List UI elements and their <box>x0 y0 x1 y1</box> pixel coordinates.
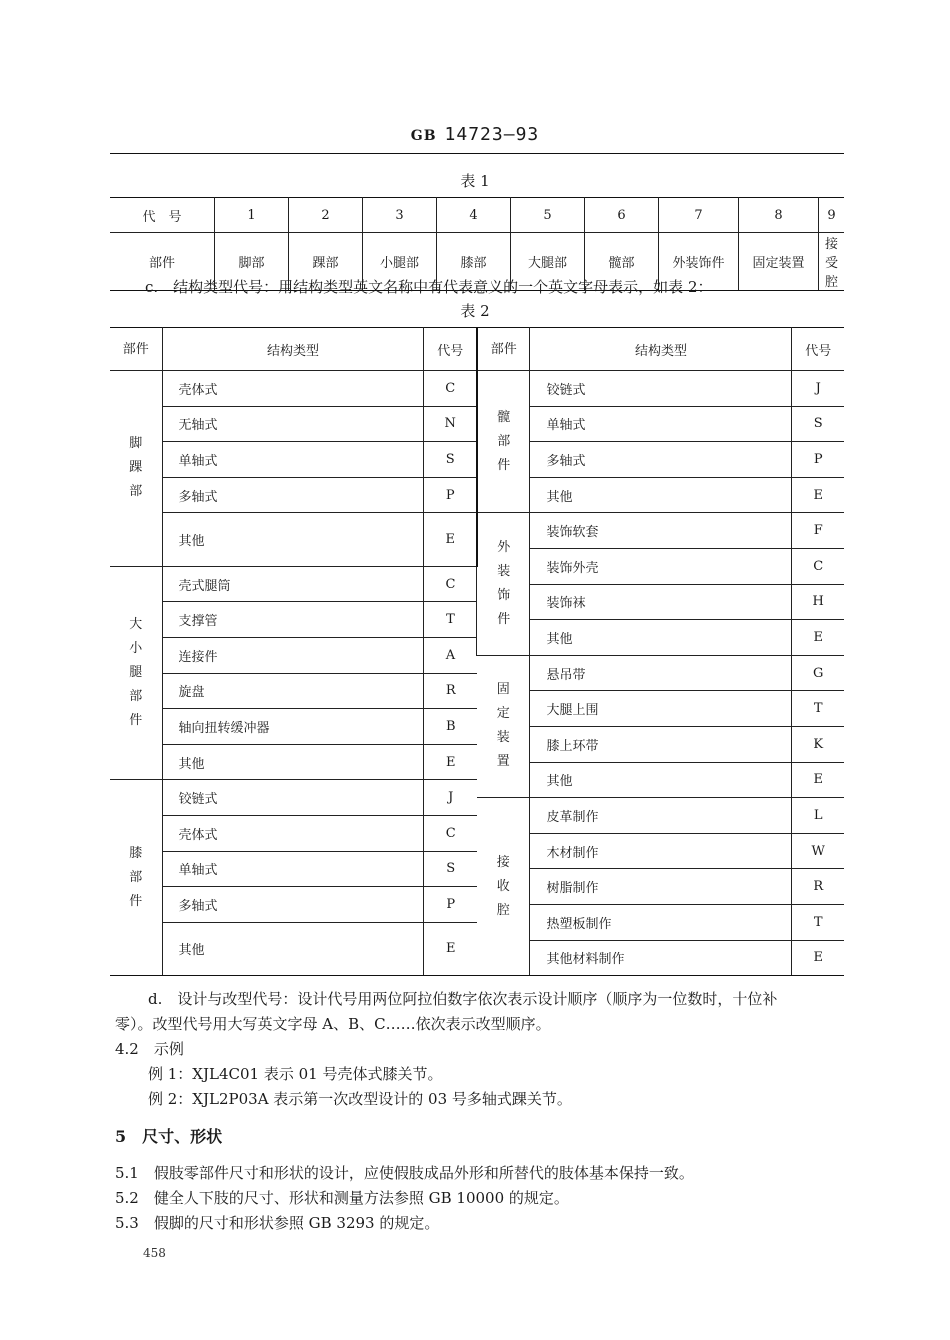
code-cell: E <box>424 513 477 566</box>
code-cell: N <box>424 406 477 442</box>
structure-type-cell: 装饰外壳 <box>530 548 792 584</box>
structure-type-cell: 支撑管 <box>162 602 424 638</box>
structure-type-cell: 装饰软套 <box>530 513 792 549</box>
header-rule <box>110 153 844 154</box>
structure-type-cell: 悬吊带 <box>530 655 792 691</box>
structure-type-cell: 其他 <box>530 620 792 656</box>
part-group-text: 膝部件 <box>129 845 143 909</box>
table-header: 代号 <box>424 328 477 371</box>
table-cell: 1 <box>215 198 289 233</box>
structure-type-cell: 装饰袜 <box>530 584 792 620</box>
part-group-text: 髋部件 <box>497 409 511 473</box>
paragraph-c: c. 结构类型代号：用结构类型英文名称中有代表意义的一个英文字母表示，如表 2： <box>145 278 713 296</box>
part-group-label <box>477 371 530 513</box>
code-cell: C <box>792 548 844 584</box>
part-group-text: 大小腿部件 <box>129 617 143 729</box>
table-cell: 3 <box>363 198 437 233</box>
part-group-label <box>477 655 530 797</box>
structure-type-cell: 热塑板制作 <box>530 904 792 940</box>
structure-type-cell: 铰链式 <box>530 371 792 407</box>
table-cell: 接受腔 <box>819 233 845 291</box>
table2-header-row <box>110 328 844 371</box>
structure-type-cell: 大腿上围 <box>530 691 792 727</box>
table2-row <box>110 513 844 531</box>
code-cell: C <box>424 815 477 851</box>
code-cell: G <box>792 655 844 691</box>
code-cell: A <box>424 637 477 673</box>
table-header: 结构类型 <box>162 328 424 371</box>
table-cell: 大腿部 <box>511 233 585 291</box>
table2 <box>110 327 844 976</box>
section-4-2: 4.2 示例 <box>115 1040 184 1058</box>
table1-caption: 表 1 <box>460 172 490 190</box>
section-5-3: 5.3 假脚的尺寸和形状参照 GB 3293 的规定。 <box>115 1214 440 1232</box>
standard-number: 14723—93 <box>444 124 540 145</box>
table-cell: 9 <box>819 198 845 233</box>
code-cell: H <box>792 584 844 620</box>
code-cell: S <box>792 406 844 442</box>
table-cell: 5 <box>511 198 585 233</box>
table-cell: 7 <box>659 198 739 233</box>
example-1: 例 1：XJL4C01 表示 01 号壳体式膝关节。 <box>148 1065 443 1083</box>
table-cell: 8 <box>739 198 819 233</box>
paragraph-d-line2: 零）。改型代号用大写英文字母 A、B、C……依次表示改型顺序。 <box>115 1015 551 1033</box>
table-cell: 小腿部 <box>363 233 437 291</box>
part-group-text: 接收腔 <box>496 854 510 918</box>
code-cell: R <box>424 673 477 709</box>
structure-type-cell: 皮革制作 <box>530 798 792 834</box>
code-cell: S <box>424 442 477 478</box>
structure-type-cell: 单轴式 <box>530 406 792 442</box>
code-cell: P <box>424 477 477 513</box>
structure-type-cell: 连接件 <box>162 637 424 673</box>
code-cell: P <box>424 887 477 923</box>
code-cell: S <box>424 851 477 887</box>
table-cell: 4 <box>437 198 511 233</box>
code-cell: E <box>424 922 477 975</box>
page-header <box>0 124 950 145</box>
code-cell: R <box>792 869 844 905</box>
code-cell: J <box>424 780 477 816</box>
structure-type-cell: 轴向扭转缓冲器 <box>162 709 424 745</box>
part-group-text: 固定装置 <box>496 682 510 770</box>
code-cell: T <box>424 602 477 638</box>
section-5-title: 5 尺寸、形状 <box>115 1127 223 1146</box>
structure-type-cell: 单轴式 <box>162 442 424 478</box>
code-cell: L <box>792 798 844 834</box>
code-cell: E <box>424 744 477 780</box>
code-cell: C <box>424 371 477 407</box>
table-cell: 踝部 <box>289 233 363 291</box>
code-cell: E <box>792 940 844 976</box>
code-cell: E <box>792 620 844 656</box>
code-cell: W <box>792 833 844 869</box>
structure-type-cell: 多轴式 <box>162 477 424 513</box>
structure-type-cell: 其他 <box>162 513 424 566</box>
structure-type-cell: 壳式腿筒 <box>162 566 424 602</box>
part-group-label <box>110 371 162 567</box>
code-cell: C <box>424 566 477 602</box>
table-cell: 外装饰件 <box>659 233 739 291</box>
code-cell: J <box>792 371 844 407</box>
table-header: 部件 <box>477 328 530 371</box>
code-cell: K <box>792 726 844 762</box>
structure-type-cell: 其他 <box>162 922 424 975</box>
table-cell: 部件 <box>110 233 215 291</box>
part-group-label <box>110 780 162 976</box>
page-number: 458 <box>143 1246 166 1260</box>
structure-type-cell: 木材制作 <box>530 833 792 869</box>
structure-type-cell: 其他 <box>162 744 424 780</box>
structure-type-cell: 铰链式 <box>162 780 424 816</box>
part-group-label <box>477 513 530 655</box>
standard-prefix: GB <box>410 128 437 144</box>
table-cell: 脚部 <box>215 233 289 291</box>
table-cell: 6 <box>585 198 659 233</box>
structure-type-cell: 其他 <box>530 762 792 798</box>
table-cell: 髋部 <box>585 233 659 291</box>
table-header: 结构类型 <box>530 328 792 371</box>
structure-type-cell: 单轴式 <box>162 851 424 887</box>
table-cell: 膝部 <box>437 233 511 291</box>
example-2: 例 2：XJL2P03A 表示第一次改型设计的 03 号多轴式踝关节。 <box>148 1090 572 1108</box>
code-cell: E <box>792 762 844 798</box>
table-header: 代号 <box>792 328 844 371</box>
table1-code-row <box>110 198 844 233</box>
part-group-text: 外装饰件 <box>497 540 511 628</box>
table2-body <box>110 371 844 976</box>
structure-type-cell: 膝上环带 <box>530 726 792 762</box>
code-cell: T <box>792 904 844 940</box>
structure-type-cell: 无轴式 <box>162 406 424 442</box>
table-cell: 代 号 <box>110 198 215 233</box>
code-cell: T <box>792 691 844 727</box>
structure-type-cell: 其他 <box>530 477 792 513</box>
table2-row <box>110 371 844 389</box>
table-header: 部件 <box>110 328 162 371</box>
part-group-text: 脚踝部 <box>129 436 143 500</box>
table-cell: 2 <box>289 198 363 233</box>
structure-type-cell: 其他材料制作 <box>530 940 792 976</box>
code-cell: P <box>792 442 844 478</box>
section-5-1: 5.1 假肢零部件尺寸和形状的设计，应使假肢成品外形和所替代的肢体基本保持一致。 <box>115 1164 694 1182</box>
part-group-label <box>477 798 530 976</box>
paragraph-d-line1: d. 设计与改型代号：设计代号用两位阿拉伯数字依次表示设计顺序（顺序为一位数时，十位补 <box>148 990 778 1008</box>
table2-caption: 表 2 <box>460 302 490 320</box>
code-cell: E <box>792 477 844 513</box>
table-cell: 固定装置 <box>739 233 819 291</box>
code-cell: B <box>424 709 477 745</box>
section-5-2: 5.2 健全人下肢的尺寸、形状和测量方法参照 GB 10000 的规定。 <box>115 1189 569 1207</box>
part-group-label <box>110 566 162 780</box>
structure-type-cell: 多轴式 <box>530 442 792 478</box>
structure-type-cell: 壳体式 <box>162 815 424 851</box>
structure-type-cell: 多轴式 <box>162 887 424 923</box>
structure-type-cell: 树脂制作 <box>530 869 792 905</box>
structure-type-cell: 壳体式 <box>162 371 424 407</box>
structure-type-cell: 旋盘 <box>162 673 424 709</box>
code-cell: F <box>792 513 844 549</box>
